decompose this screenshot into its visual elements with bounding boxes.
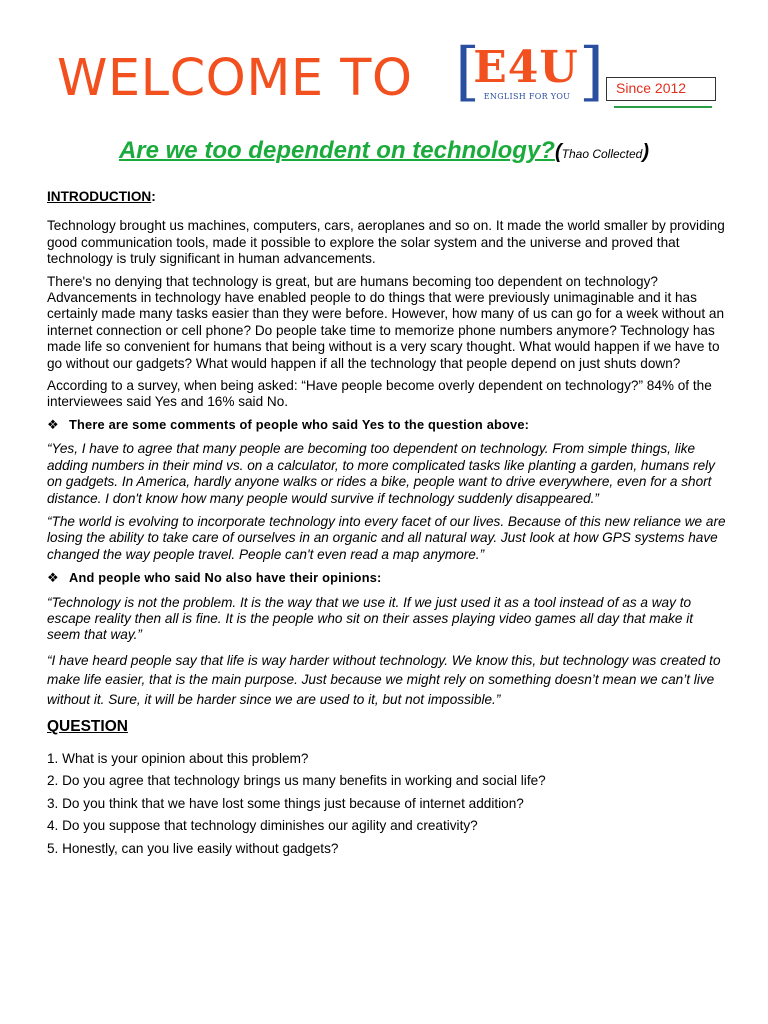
intro-paragraph: According to a survey, when being asked: “Have people become overly dependent on technology?” 84% of the interviewees said Yes and 16% said No.	[47, 378, 712, 410]
no-section-heading-text: And people who said No also have their opinions:	[69, 570, 382, 586]
question-item: 5. Honestly, can you live easily without gadgets?	[47, 840, 339, 856]
e4u-logo	[455, 35, 604, 112]
logo-text: E4U	[473, 42, 579, 93]
page-header	[0, 0, 768, 130]
logo-left-bracket-icon: [	[455, 35, 480, 109]
yes-section-heading	[47, 417, 727, 433]
welcome-heading: WELCOME TO	[57, 49, 413, 108]
no-section-heading	[47, 570, 727, 586]
document-title	[0, 137, 768, 165]
no-quote: “Technology is not the problem. It is the way that we use it. If we just used it as a tool instead of as a way to escape reality then all is fine. It is the people who sit on their asses playing video games all day that make it seem that way.”	[47, 594, 694, 643]
since-underline	[614, 106, 712, 108]
no-quote: “I have heard people say that life is way harder without technology. We know this, but technology was created to make life easier, that is the main purpose. Just because we might rely on something doesn’t mean we can’t live without it. Sure, it will be harder since we are used to it, but not impossible.”	[47, 652, 721, 707]
question-item: 4. Do you suppose that technology diminishes our agility and creativity?	[47, 818, 478, 834]
introduction-heading	[47, 189, 727, 205]
introduction-heading-colon: :	[151, 189, 156, 204]
yes-quote: “Yes, I have to agree that many people are becoming too dependent on technology. From simple things, like adding numbers in their mind vs. on a calculator, to more complicated tasks like planting a garden, humans rely on gadgets. In America, hardly anyone walks or rides a bike, people want to drive everywhere, even for a short distance. I don't know how many people would survive if technology suddenly disappeared.”	[47, 441, 715, 506]
question-item: 3. Do you think that we have lost some things just because of internet addition?	[47, 795, 524, 811]
yes-quote: “The world is evolving to incorporate technology into every facet of our lives. Because of this new reliance we are losing the ability to take care of ourselves in an organic and all natural way. Just look at how GPS systems have changed the way people travel. People can't even read a map anymore.”	[47, 513, 726, 562]
question-item: 2. Do you agree that technology brings us many benefits in working and social life?	[47, 773, 546, 789]
question-item: 1. What is your opinion about this problem?	[47, 750, 309, 766]
diamond-bullet-icon: ❖	[47, 416, 59, 432]
title-main: Are we too dependent on technology?	[118, 137, 555, 164]
logo-subtitle: ENGLISH FOR YOU	[483, 92, 571, 101]
since-badge: Since 2012	[606, 77, 716, 101]
title-close-paren: )	[642, 141, 650, 163]
logo-right-bracket-icon: ]	[579, 35, 604, 109]
yes-section-heading-text: There are some comments of people who said Yes to the question above:	[69, 416, 530, 432]
question-heading: QUESTION	[47, 718, 128, 736]
title-credit: Thao Collected	[561, 147, 643, 161]
introduction-heading-text: INTRODUCTION	[47, 189, 152, 204]
intro-paragraph: Technology brought us machines, computers, cars, aeroplanes and so on. It made the world smaller by providing good communication tools, made it possible to explore the solar system and the universe and proved that technology is truly significant in human advancements.	[47, 218, 725, 267]
diamond-bullet-icon: ❖	[47, 570, 59, 586]
intro-paragraph: There's no denying that technology is great, but are humans becoming too dependent on technology? Advancements in technology have enabled people to do things that were previously unimaginable and it has certainly made many tasks easier than they were before. However, how many of us can go for a week without an internet connection or cell phone? Do people take time to memorize phone numbers anymore? Technology has made life so convenient for humans that being without is a very scary thought. What would happen if we have to go without our gadgets? What would happen if all the technology that people depend on just shuts down?	[47, 273, 725, 371]
title-open-paren: (	[554, 141, 562, 163]
document-body	[47, 189, 727, 860]
